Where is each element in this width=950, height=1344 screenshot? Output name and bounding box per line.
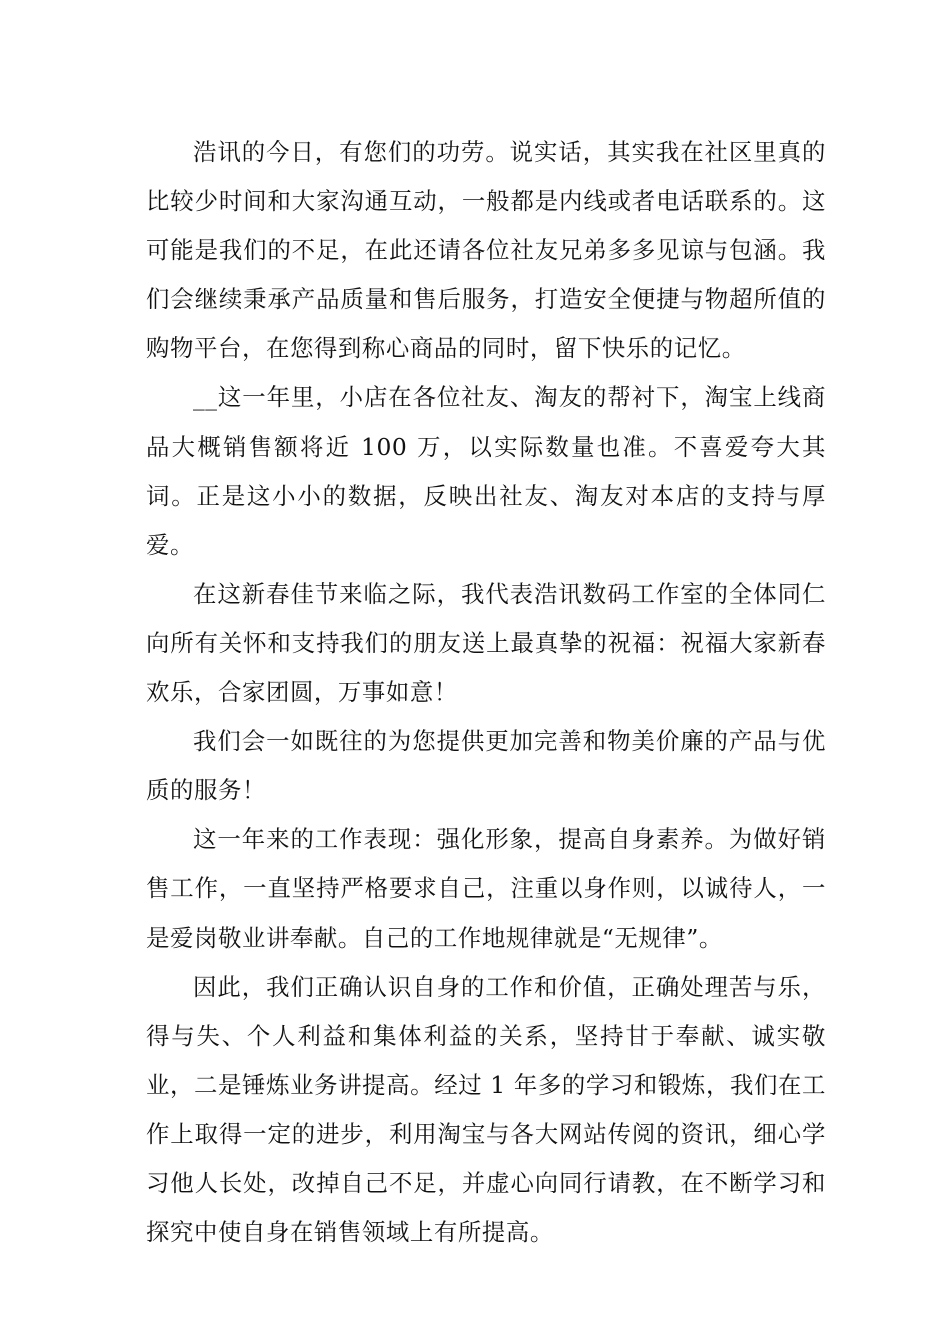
paragraph-1: 浩讯的今日，有您们的功劳。说实话，其实我在社区里真的比较少时间和大家沟通互动，一般都是内线或者电话联系的。这可能是我们的不足，在此还请各位社友兄弟多多见谅与包涵。我们会继续秉承产品质量和售后服务，打造安全便捷与物超所值的购物平台，在您得到称心商品的同时，留下快乐的记忆。 <box>146 138 826 363</box>
paragraph-6: 因此，我们正确认识自身的工作和价值，正确处理苦与乐，得与失、个人利益和集体利益的关系，坚持甘于奉献、诚实敬业，二是锤炼业务讲提高。经过 1 年多的学习和锻炼，我们在工作上取得一定的进步，利用淘宝与各大网站传阅的资讯，细心学习他人长处，改掉自己不足，并虚心向同行请教，在不断学习和探究中使自身在销售领域上有所提高。 <box>146 972 826 1247</box>
paragraph-5: 这一年来的工作表现：强化形象，提高自身素养。为做好销售工作，一直坚持严格要求自己，注重以身作则，以诚待人，一是爱岗敬业讲奉献。自己的工作地规律就是“无规律”。 <box>146 825 826 952</box>
paragraph-4: 我们会一如既往的为您提供更加完善和物美价廉的产品与优质的服务！ <box>146 727 826 805</box>
paragraph-2: __这一年里，小店在各位社友、淘友的帮衬下，淘宝上线商品大概销售额将近 100 万，以实际数量也准。不喜爱夸大其词。正是这小小的数据，反映出社友、淘友对本店的支持与厚爱。 <box>146 383 826 559</box>
paragraph-3: 在这新春佳节来临之际，我代表浩讯数码工作室的全体同仁向所有关怀和支持我们的朋友送上最真挚的祝福：祝福大家新春欢乐，合家团圆，万事如意！ <box>146 579 826 707</box>
document-body <box>146 128 826 1257</box>
